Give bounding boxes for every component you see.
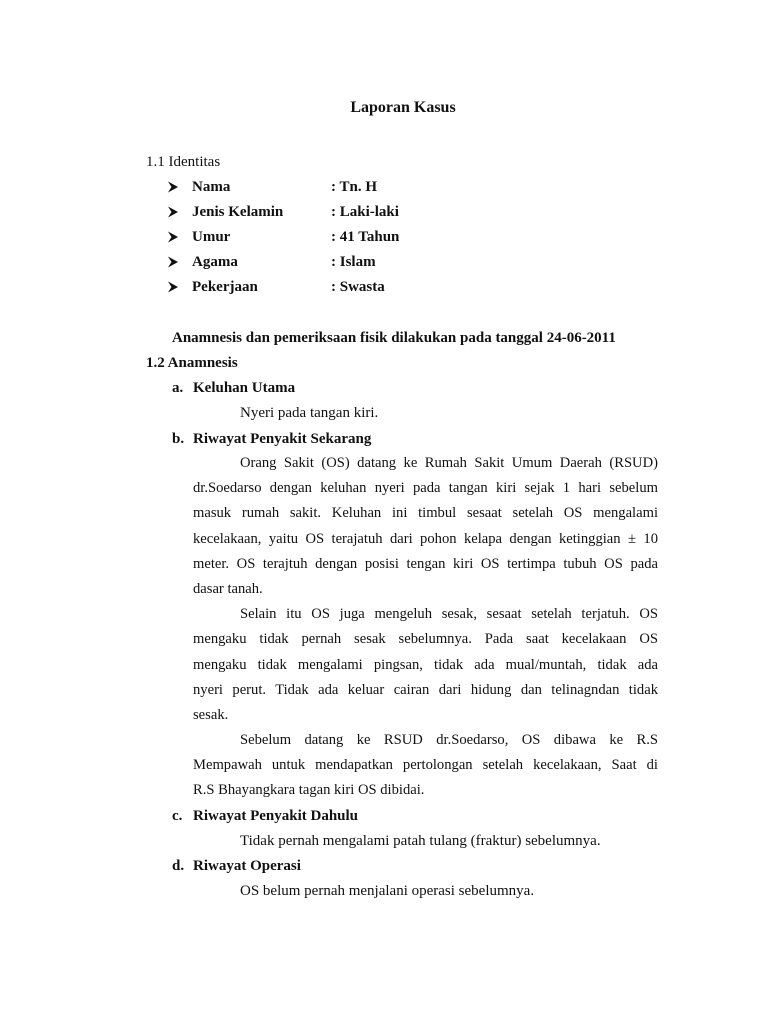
- paragraph-line: Selain itu OS juga mengeluh sesak, sesaat setelah terjatuh. OS: [240, 606, 658, 623]
- subsection-title-riwayat-operasi: Riwayat Operasi: [193, 858, 301, 874]
- subsection-marker-d: d.: [172, 858, 185, 874]
- riwayat-penyakit-sekarang-body: [193, 451, 658, 804]
- paragraph-line: Orang Sakit (OS) datang ke Rumah Sakit Umum Daerah (RSUD): [240, 455, 658, 471]
- arrow-bullet-icon: [167, 256, 179, 268]
- paragraph-line: Sebelum datang ke RSUD dr.Soedarso, OS dibawa ke R.S: [240, 732, 658, 749]
- identity-label-jenis-kelamin: Jenis Kelamin: [192, 204, 284, 220]
- section-heading-anamnesis: 1.2 Anamnesis: [146, 355, 238, 371]
- identity-label-pekerjaan: Pekerjaan: [192, 279, 258, 295]
- identity-label-agama: Agama: [192, 254, 238, 270]
- subsection-marker-b: b.: [172, 431, 185, 447]
- paragraph-line: Mempawah untuk mendapatkan pertolongan setelah kecelakaan, Saat di: [193, 757, 658, 774]
- arrow-bullet-icon: [167, 181, 179, 193]
- subsection-marker-a: a.: [172, 380, 184, 396]
- section-heading-identitas: 1.1 Identitas: [146, 154, 221, 170]
- paragraph-line: kecelakaan, yaitu OS terajatuh dari pohon kelapa dengan ketinggian ± 10: [193, 530, 658, 547]
- arrow-bullet-icon: [167, 231, 179, 243]
- paragraph-line: sesak.: [193, 706, 229, 723]
- subsection-title-riwayat-penyakit-dahulu: Riwayat Penyakit Dahulu: [193, 808, 359, 824]
- riwayat-penyakit-dahulu-text: Tidak pernah mengalami patah tulang (fraktur) sebelumnya.: [240, 833, 601, 849]
- identity-value-pekerjaan: : Swasta: [331, 279, 385, 295]
- arrow-bullet-icon: [167, 206, 179, 218]
- paragraph-line: nyeri perut. Tidak ada keluar cairan dari hidung dan telinagndan tidak: [193, 681, 658, 698]
- arrow-bullet-icon: [167, 281, 179, 293]
- identity-label-umur: Umur: [192, 229, 231, 245]
- paragraph-line: dasar tanah.: [193, 580, 263, 597]
- paragraph-line: mengaku tidak pernah sesak sebelumnya. Pada saat kecelakaan OS: [193, 631, 658, 648]
- keluhan-utama-text: Nyeri pada tangan kiri.: [240, 405, 379, 421]
- paragraph-line: R.S Bhayangkara tagan kiri OS dibidai.: [193, 782, 425, 799]
- identity-value-nama: : Tn. H: [331, 179, 377, 195]
- subsection-title-riwayat-penyakit-sekarang: Riwayat Penyakit Sekarang: [193, 431, 372, 447]
- paragraph-line: meter. OS terajtuh dengan posisi tengan kiri OS tertimpa tubuh OS pada: [193, 555, 658, 572]
- subsection-title-keluhan-utama: Keluhan Utama: [193, 380, 296, 396]
- identity-label-nama: Nama: [192, 179, 231, 195]
- paragraph-line: mengaku tidak mengalami pingsan, tidak ada mual/muntah, tidak ada: [193, 656, 658, 673]
- exam-date-statement: Anamnesis dan pemeriksaan fisik dilakukan pada tanggal 24-06-2011: [172, 330, 616, 346]
- page-title: Laporan Kasus: [350, 99, 456, 116]
- identity-value-agama: : Islam: [331, 254, 376, 270]
- paragraph-line: dr.Soedarso dengan keluhan nyeri pada tangan kiri sejak 1 hari sebelum: [193, 480, 658, 497]
- paragraph-line: masuk rumah sakit. Keluhan ini timbul sesaat setelah OS mengalami: [193, 505, 658, 522]
- subsection-marker-c: c.: [172, 808, 183, 824]
- identity-value-jenis-kelamin: : Laki-laki: [331, 204, 399, 220]
- identity-value-umur: : 41 Tahun: [331, 229, 400, 245]
- riwayat-operasi-text: OS belum pernah menjalani operasi sebelumnya.: [240, 883, 535, 899]
